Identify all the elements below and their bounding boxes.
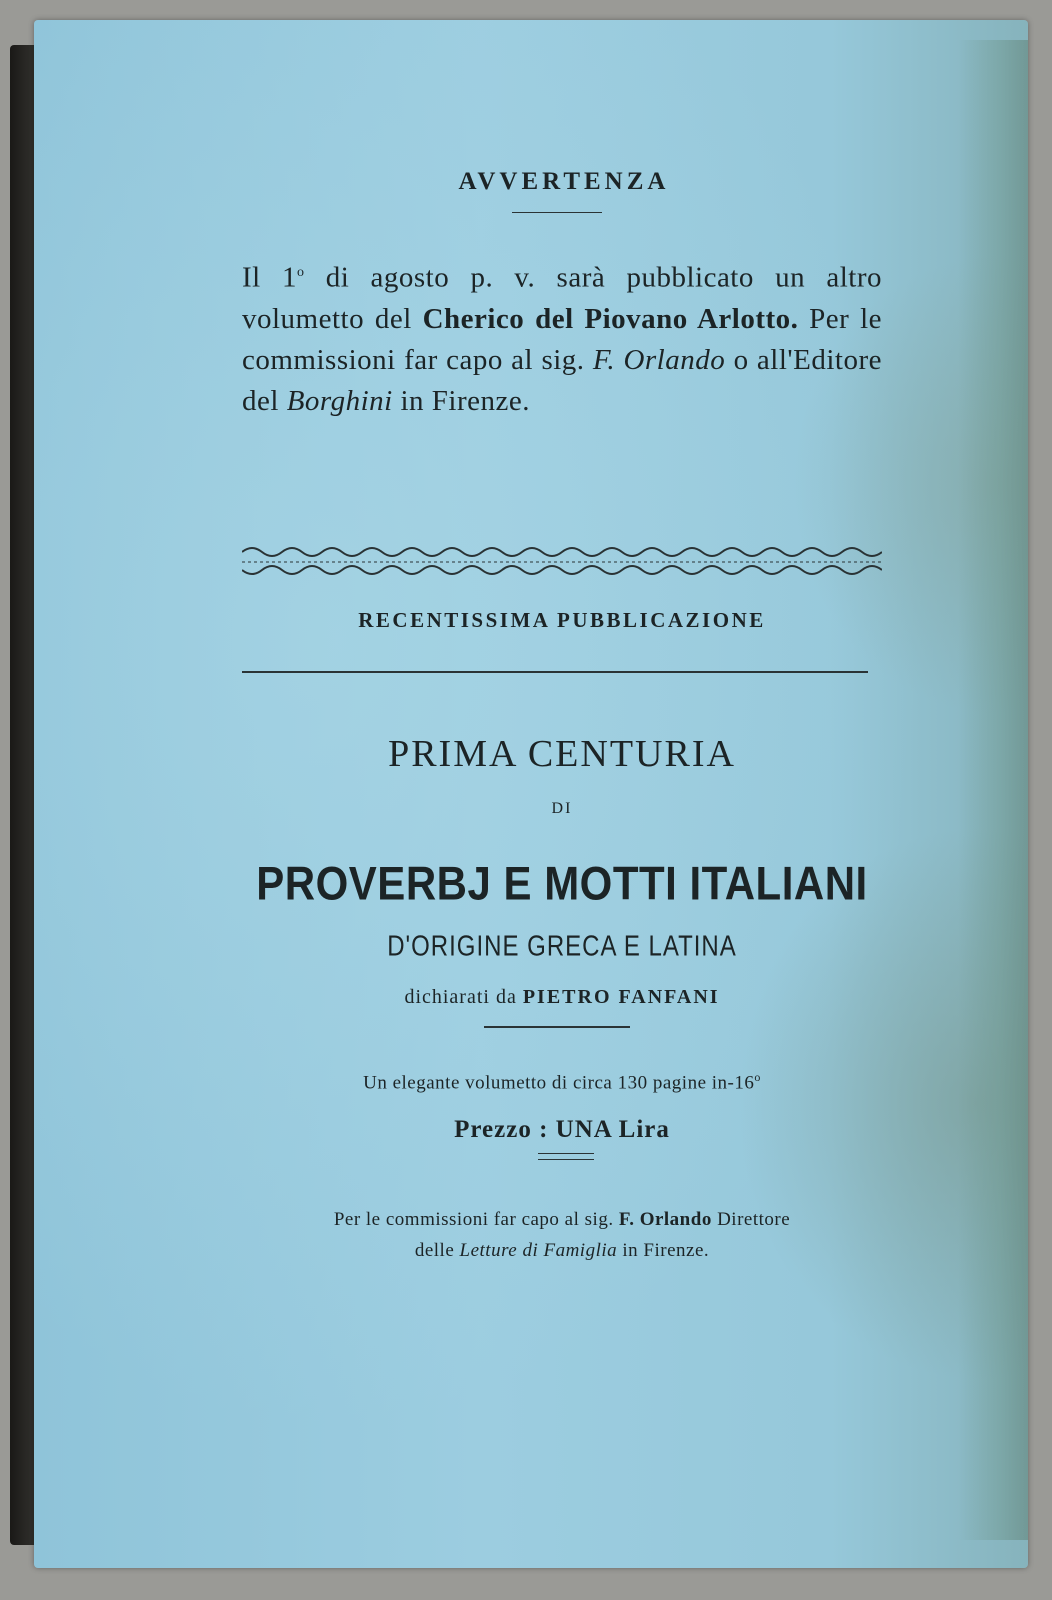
author-line: dichiarati da PIETRO FANFANI — [404, 986, 720, 1008]
price-double-rule-bottom — [538, 1159, 594, 1160]
price-value: UNA Lira — [555, 1116, 670, 1143]
book-title-cherico: Cherico del Piovano Arlotto. — [422, 302, 799, 335]
price-double-rule-top — [538, 1153, 594, 1154]
orders-note: Per le commissioni far capo al sig. F. Orlando Direttore delle Letture di Famiglia in Firenze. — [333, 1209, 791, 1261]
announcement-rule — [242, 671, 868, 673]
book-subtitle: D'ORIGINE GRECA E LATINA — [387, 930, 737, 963]
author-name: PIETRO FANFANI — [522, 986, 720, 1008]
avvertenza-title: AVVERTENZA — [458, 168, 670, 195]
publication-borghini: Borghini — [286, 384, 393, 417]
avvertenza-text: Il 1$^o$ di agosto p. v. sarà pubblicato un altro volumetto del Cherico del Piovano Arlotto. Per le commissioni far capo al sig. F. Orlando o all'Editore del Borghini in Firenze. — [242, 261, 882, 417]
water-stain — [958, 40, 1028, 1540]
book-description: Un elegante volumetto di circa 130 pagine in-16$^o$ — [363, 1070, 761, 1094]
name-orlando: F. Orlando — [592, 343, 726, 376]
orders-publication: Letture di Famiglia — [459, 1240, 618, 1261]
ornamental-wave-divider — [242, 540, 882, 580]
book-back-cover — [34, 20, 1028, 1568]
announcement-heading: RECENTISSIMA PUBBLICAZIONE — [358, 608, 766, 632]
author-rule — [484, 1026, 630, 1028]
book-title: PROVERBJ E MOTTI ITALIANI — [256, 857, 868, 910]
price-line: Prezzo : UNA Lira — [454, 1116, 670, 1143]
di-connector: DI — [551, 800, 573, 817]
orders-name: F. Orlando — [618, 1209, 712, 1230]
prima-centuria: PRIMA CENTURIA — [388, 733, 736, 775]
avvertenza-rule — [512, 212, 602, 213]
